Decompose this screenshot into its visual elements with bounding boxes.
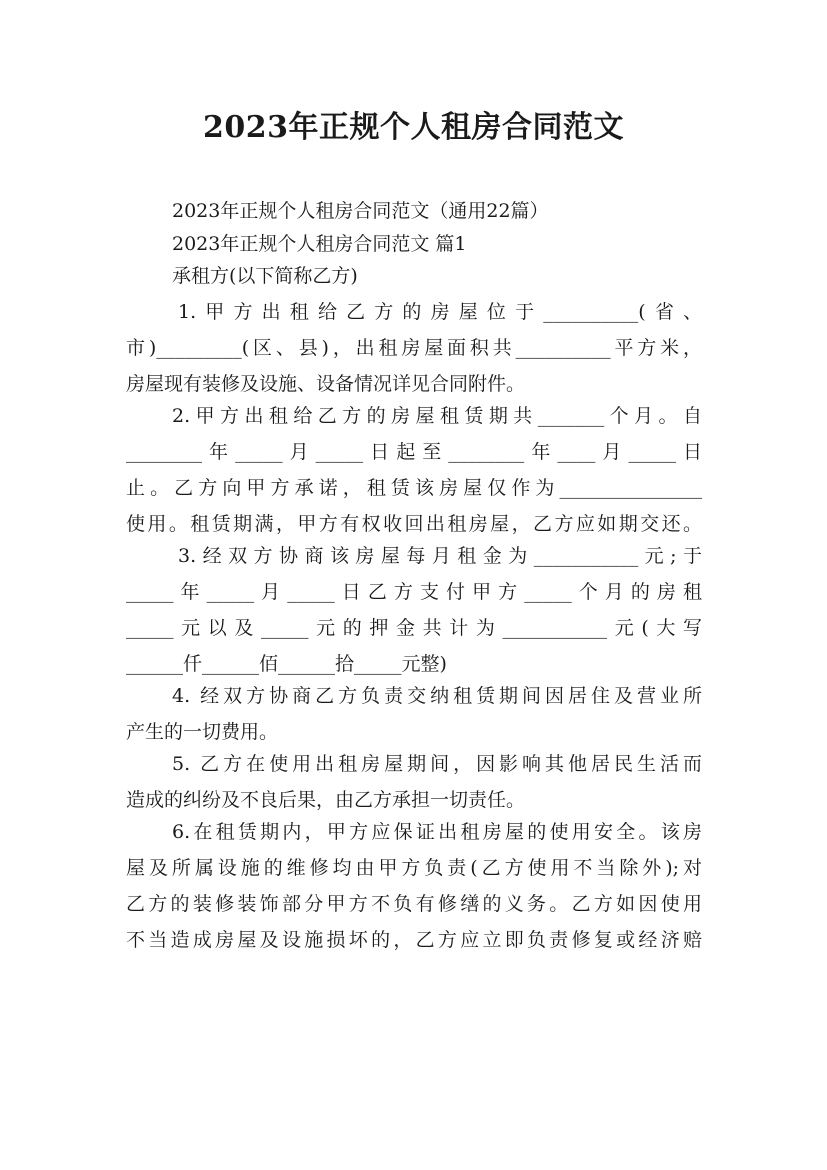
paragraph-line: 房屋现有装修及设施、设备情况详见合同附件。 <box>126 373 526 395</box>
paragraph-line: 不当造成房屋及设施损坏的，乙方应立即负责修复或经济赔 <box>126 929 702 951</box>
paragraph-line: 产生的一切费用。 <box>126 721 279 743</box>
document-title: 2023年正规个人租房合同范文 <box>203 110 624 145</box>
document-body <box>126 193 702 959</box>
paragraph-line: ________年_____月_____日起至________年____月_____日 <box>126 441 702 463</box>
paragraph-line: 使用。租赁期满，甲方有权收回出租房屋，乙方应如期交还。 <box>126 513 702 535</box>
paragraph-line: 4. 经双方协商乙方负责交纳租赁期间因居住及营业所 <box>172 685 702 707</box>
paragraph-line: 5. 乙方在使用出租房屋期间，因影响其他居民生活而 <box>172 753 702 775</box>
paragraph-line: ______仟______佰______拾_____元整) <box>126 653 447 675</box>
paragraph-line: 3.经双方协商该房屋每月租金为___________元;于 <box>178 545 702 567</box>
paragraph-line: 止。乙方向甲方承诺，租赁该房屋仅作为_______________ <box>126 477 702 499</box>
paragraph-line: _____元以及_____元的押金共计为___________元(大写 <box>126 617 702 639</box>
paragraph-line: 2023年正规个人租房合同范文（通用22篇） <box>172 200 549 222</box>
paragraph-line: 2023年正规个人租房合同范文 篇1 <box>172 233 467 255</box>
paragraph-line: 承租方(以下简称乙方) <box>172 265 358 287</box>
paragraph-line: 乙方的装修装饰部分甲方不负有修缮的义务。乙方如因使用 <box>126 893 702 915</box>
paragraph-line: 市)_________(区、县)，出租房屋面积共__________平方米， <box>126 337 702 359</box>
paragraph-line: _____年_____月_____日乙方支付甲方_____个月的房租 <box>126 581 702 603</box>
paragraph-line: 1.甲方出租给乙方的房屋位于__________(省、 <box>178 301 702 323</box>
paragraph-line: 2.甲方出租给乙方的房屋租赁期共_______个月。自 <box>172 405 702 427</box>
paragraph-line: 屋及所属设施的维修均由甲方负责(乙方使用不当除外);对 <box>126 857 702 879</box>
paragraph-line: 6.在租赁期内，甲方应保证出租房屋的使用安全。该房 <box>172 821 702 843</box>
paragraph-line: 造成的纠纷及不良后果，由乙方承担一切责任。 <box>126 789 526 811</box>
